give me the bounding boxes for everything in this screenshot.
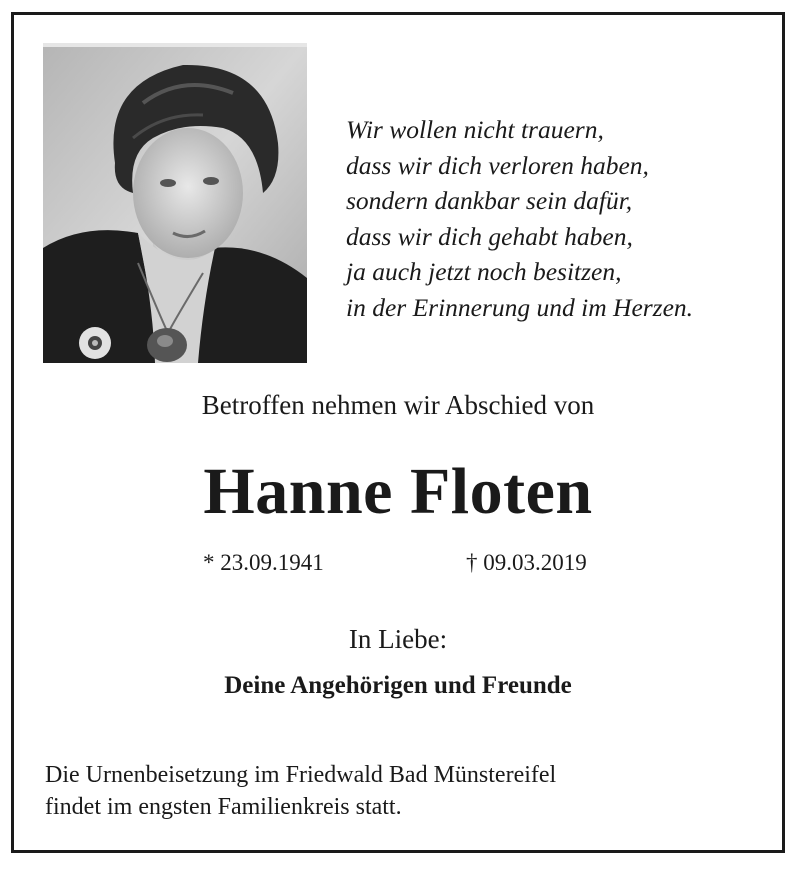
poem-line: Wir wollen nicht trauern, [346, 115, 604, 144]
birth-date: * 23.09.1941 [203, 550, 324, 575]
poem-line: dass wir dich gehabt haben, [346, 221, 633, 251]
in-love-label: In Liebe: [348, 624, 448, 654]
poem-line: sondern dankbar sein dafür, [346, 186, 633, 215]
poem-line: ja auch jetzt noch besitzen, [346, 257, 622, 286]
portrait-photo [43, 43, 307, 363]
notice-line: Die Urnenbeisetzung im Friedwald Bad Münstereifel [45, 762, 557, 788]
memorial-poem [346, 112, 786, 325]
deceased-name: Hanne Floten [203, 455, 593, 528]
poem-line: dass wir dich verloren haben, [346, 150, 649, 180]
notice-line: findet im engsten Familienkreis statt. [45, 794, 402, 820]
burial-notice [45, 759, 556, 823]
farewell-intro: Betroffen nehmen wir Abschied von [201, 390, 595, 420]
death-date: † 09.03.2019 [466, 550, 587, 575]
mourners-signature: Deine Angehörigen und Freunde [224, 672, 572, 699]
poem-line: in der Erinnerung und im Herzen. [346, 292, 694, 322]
